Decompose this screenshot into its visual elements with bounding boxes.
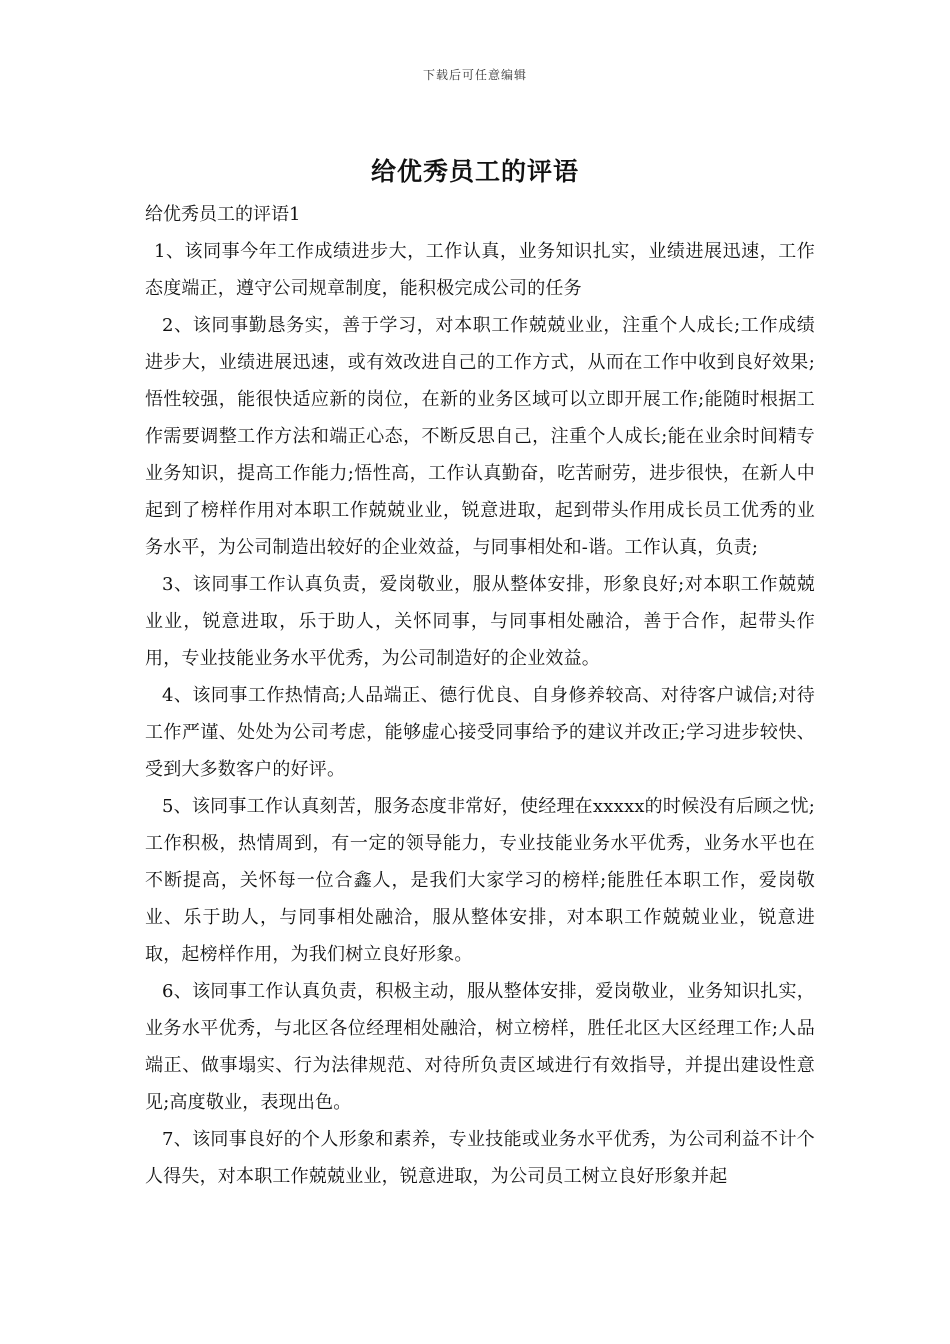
document-title: 给优秀员工的评语 bbox=[370, 157, 579, 186]
paragraph-5: 5、该同事工作认真刻苦，服务态度非常好，使经理在xxxxx的时候没有后顾之忧;工作积极，热情周到，有一定的领导能力，专业技能业务水平优秀，业务水平也在不断提高，关怀每一位合鑫人，是我们大家学习的榜样;能胜任本职工作，爱岗敬业、乐于助人，与同事相处融洽，服从整体安排，对本职工作兢兢业业，锐意进取，起榜样作用，为我们树立良好形象。 bbox=[145, 796, 815, 965]
section-subtitle: 给优秀员工的评语1 bbox=[145, 204, 301, 225]
paragraph-2: 2、该同事勤恳务实，善于学习，对本职工作兢兢业业，注重个人成长;工作成绩进步大，业绩进展迅速，或有效改进自己的工作方式，从而在工作中收到良好效果;悟性较强，能很快适应新的岗位，在新的业务区域可以立即开展工作;能随时根据工作需要调整工作方法和端正心态，不断反思自己，注重个人成长;能在业余时间精专业务知识，提高工作能力;悟性高，工作认真勤奋，吃苦耐劳，进步很快，在新人中起到了榜样作用对本职工作兢兢业业，锐意进取，起到带头作用成长员工优秀的业务水平，为公司制造出较好的企业效益，与同事相处和-谐。工作认真，负责; bbox=[145, 315, 815, 558]
paragraph-4: 4、该同事工作热情高;人品端正、德行优良、自身修养较高、对待客户诚信;对待工作严谨、处处为公司考虑，能够虚心接受同事给予的建议并改正;学习进步较快、受到大多数客户的好评。 bbox=[145, 685, 815, 780]
paragraph-1: 1、该同事今年工作成绩进步大，工作认真，业务知识扎实，业绩进展迅速，工作态度端正，遵守公司规章制度，能积极完成公司的任务 bbox=[145, 241, 815, 299]
paragraph-3: 3、该同事工作认真负责，爱岗敬业，服从整体安排，形象良好;对本职工作兢兢业业，锐意进取，乐于助人，关怀同事，与同事相处融洽，善于合作，起带头作用，专业技能业务水平优秀，为公司制造好的企业效益。 bbox=[145, 574, 815, 669]
document-body bbox=[145, 196, 815, 1195]
paragraph-6: 6、该同事工作认真负责，积极主动，服从整体安排，爱岗敬业，业务知识扎实，业务水平优秀，与北区各位经理相处融洽，树立榜样，胜任北区大区经理工作;人品端正、做事塌实、行为法律规范、对待所负责区域进行有效指导，并提出建设性意见;高度敬业，表现出色。 bbox=[145, 981, 815, 1113]
header-note: 下载后可任意编辑 bbox=[422, 68, 527, 82]
paragraph-7: 7、该同事良好的个人形象和素养，专业技能或业务水平优秀，为公司利益不计个人得失，对本职工作兢兢业业，锐意进取，为公司员工树立良好形象并起 bbox=[145, 1129, 815, 1187]
